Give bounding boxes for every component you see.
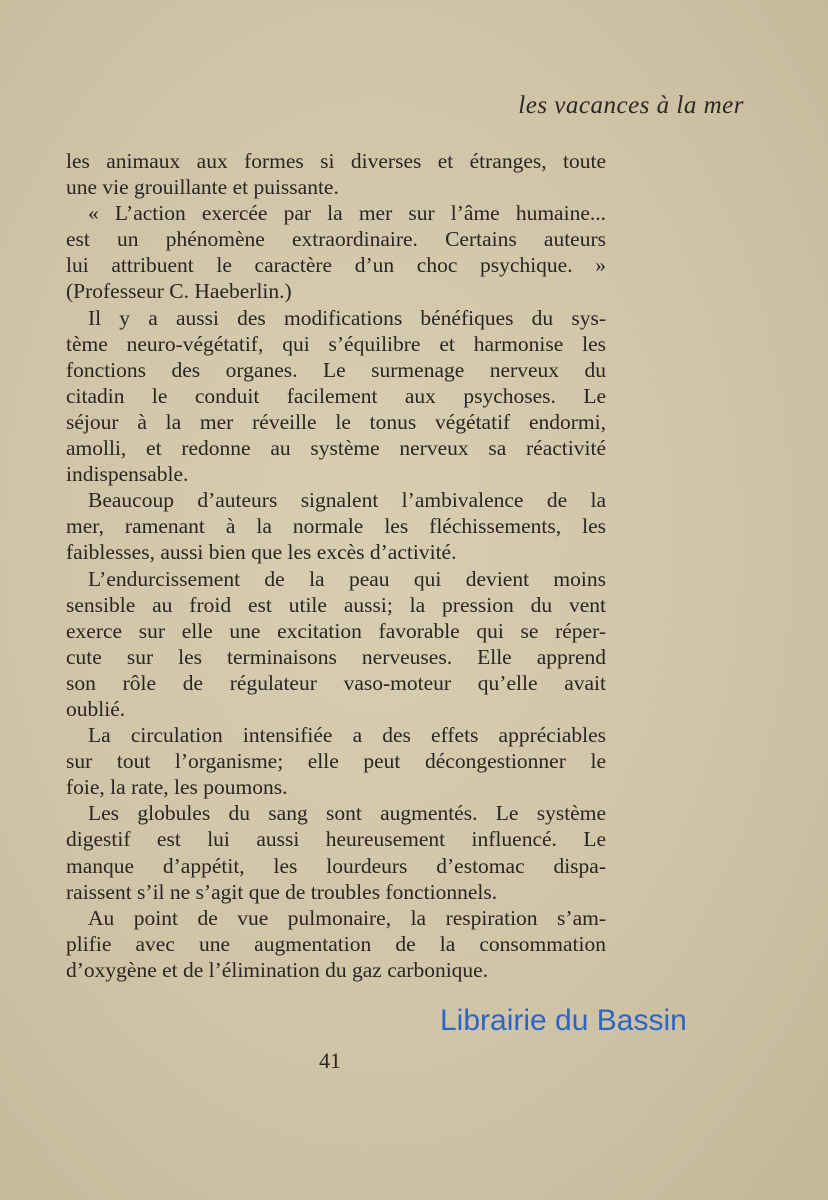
text-line: est un phénomène extraordinaire. Certains auteurs: [66, 227, 606, 252]
text-line: tème neuro-végétatif, qui s’équilibre et harmonise les: [66, 331, 606, 356]
text-line: cute sur les terminaisons nerveuses. Elle apprend: [66, 644, 606, 669]
text-line: raissent s’il ne s’agit que de troubles fonctionnels.: [66, 879, 498, 904]
text-line: mer, ramenant à la normale les fléchissements, les: [66, 514, 606, 539]
text-line: faiblesses, aussi bien que les excès d’activité.: [66, 540, 457, 565]
text-line: Beaucoup d’auteurs signalent l’ambivalence de la: [88, 488, 606, 513]
text-line: L’endurcissement de la peau qui devient moins: [88, 566, 606, 591]
text-line: une vie grouillante et puissante.: [66, 175, 339, 200]
page-number: 41: [319, 1048, 341, 1073]
text-line: lui attribuent le caractère d’un choc psychique. »: [66, 253, 606, 278]
text-line: plifie avec une augmentation de la consommation: [66, 931, 606, 956]
text-line: oublié.: [66, 696, 126, 721]
text-line: (Professeur C. Haeberlin.): [66, 279, 292, 304]
text-line: amolli, et redonne au système nerveux sa réactivité: [66, 436, 606, 461]
text-line: d’oxygène et de l’élimination du gaz carbonique.: [66, 957, 489, 982]
text-line: Les globules du sang sont augmentés. Le système: [88, 801, 606, 826]
text-line: Il y a aussi des modifications bénéfiques du sys-: [88, 305, 606, 330]
text-line: sur tout l’organisme; elle peut décongestionner le: [66, 749, 606, 774]
text-line: sensible au froid est utile aussi; la pression du vent: [66, 592, 606, 617]
text-line: foie, la rate, les poumons.: [66, 775, 288, 800]
text-line: indispensable.: [66, 462, 189, 487]
text-line: les animaux aux formes si diverses et étranges, toute: [66, 149, 606, 173]
body-text: [66, 148, 606, 983]
running-head: les vacances à la mer: [518, 92, 744, 119]
watermark-logo: Librairie du Bassin: [440, 1004, 687, 1037]
text-line: fonctions des organes. Le surmenage nerveux du: [66, 357, 606, 382]
text-line: son rôle de régulateur vaso-moteur qu’elle avait: [66, 670, 606, 695]
text-line: citadin le conduit facilement aux psychoses. Le: [66, 383, 606, 408]
text-line: séjour à la mer réveille le tonus végétatif endormi,: [66, 409, 606, 434]
text-line: manque d’appétit, les lourdeurs d’estomac dispa-: [66, 853, 606, 878]
text-line: « L’action exercée par la mer sur l’âme humaine...: [88, 201, 606, 226]
text-line: Au point de vue pulmonaire, la respiration s’am-: [88, 905, 606, 930]
text-line: La circulation intensifiée a des effets appréciables: [88, 723, 606, 748]
text-line: exerce sur elle une excitation favorable qui se réper-: [66, 618, 606, 643]
text-line: digestif est lui aussi heureusement influencé. Le: [66, 827, 606, 852]
